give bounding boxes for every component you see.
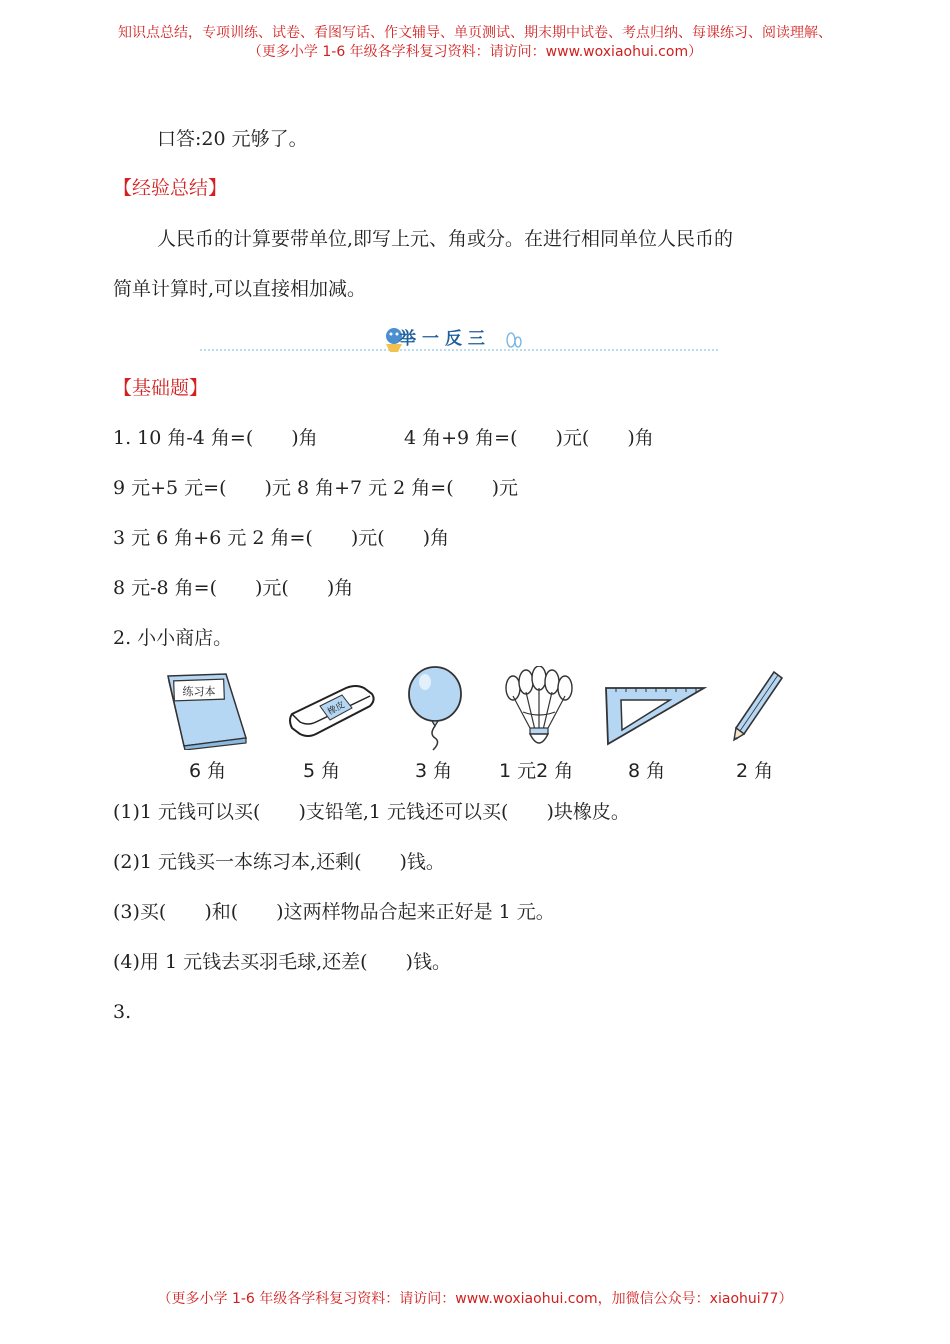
summary-heading: 【经验总结】	[113, 177, 228, 199]
eraser-price: 5 角	[303, 760, 341, 782]
q2-title: 2. 小小商店。	[113, 627, 233, 649]
pencil-price: 2 角	[736, 760, 774, 782]
notebook-price: 6 角	[189, 760, 227, 782]
balloon-icon	[405, 666, 465, 752]
balloon-price: 3 角	[415, 760, 453, 782]
practice-banner	[200, 318, 720, 360]
ruler-price: 8 角	[628, 760, 666, 782]
banner-title: 举 一 反 三	[399, 329, 485, 349]
q2-sub-2: (2)1 元钱买一本练习本,还剩( )钱。	[113, 851, 445, 873]
eraser-icon	[286, 680, 378, 744]
notebook-icon	[164, 672, 250, 750]
header-line-2: （更多小学 1-6 年级各学科复习资料：请访问：www.woxiaohui.com）	[247, 44, 703, 60]
q1-part-b: 4 角+9 角=( )元( )角	[404, 427, 654, 449]
summary-paragraph-2: 简单计算时,可以直接相加减。	[113, 278, 367, 300]
q2-sub-4: (4)用 1 元钱去买羽毛球,还差( )钱。	[113, 951, 451, 973]
q2-sub-3: (3)买( )和( )这两样物品合起来正好是 1 元。	[113, 901, 555, 923]
footer-text: （更多小学 1-6 年级各学科复习资料：请访问：www.woxiaohui.com，加微信公众号：xiaohui77）	[157, 1291, 793, 1307]
basic-heading: 【基础题】	[113, 377, 209, 399]
summary-paragraph-1: 人民币的计算要带单位,即写上元、角或分。在进行相同单位人民币的	[157, 228, 734, 250]
pencil-icon	[730, 668, 786, 744]
shuttlecock-price: 1 元2 角	[499, 760, 574, 782]
triangle-ruler-icon	[604, 684, 708, 748]
answer-text: 口答:20 元够了。	[157, 128, 308, 150]
scribble-icon	[507, 333, 521, 347]
q1-line-2: 9 元+5 元=( )元 8 角+7 元 2 角=( )元	[113, 477, 519, 499]
q1-part-a: 1. 10 角-4 角=( )角	[113, 427, 318, 449]
q1-line-4: 8 元-8 角=( )元( )角	[113, 577, 354, 599]
shuttlecock-icon	[503, 666, 575, 752]
q1-line-3: 3 元 6 角+6 元 2 角=( )元( )角	[113, 527, 450, 549]
q3-number: 3.	[113, 1001, 132, 1023]
q2-sub-1: (1)1 元钱可以买( )支铅笔,1 元钱还可以买( )块橡皮。	[113, 801, 630, 823]
header-line-1: 知识点总结，专项训练、试卷、看图写话、作文辅导、单页测试、期末期中试卷、考点归纳、每课练习、阅读理解、	[118, 25, 832, 41]
eraser-label: 橡皮	[326, 700, 347, 718]
notebook-label: 练习本	[182, 685, 216, 698]
